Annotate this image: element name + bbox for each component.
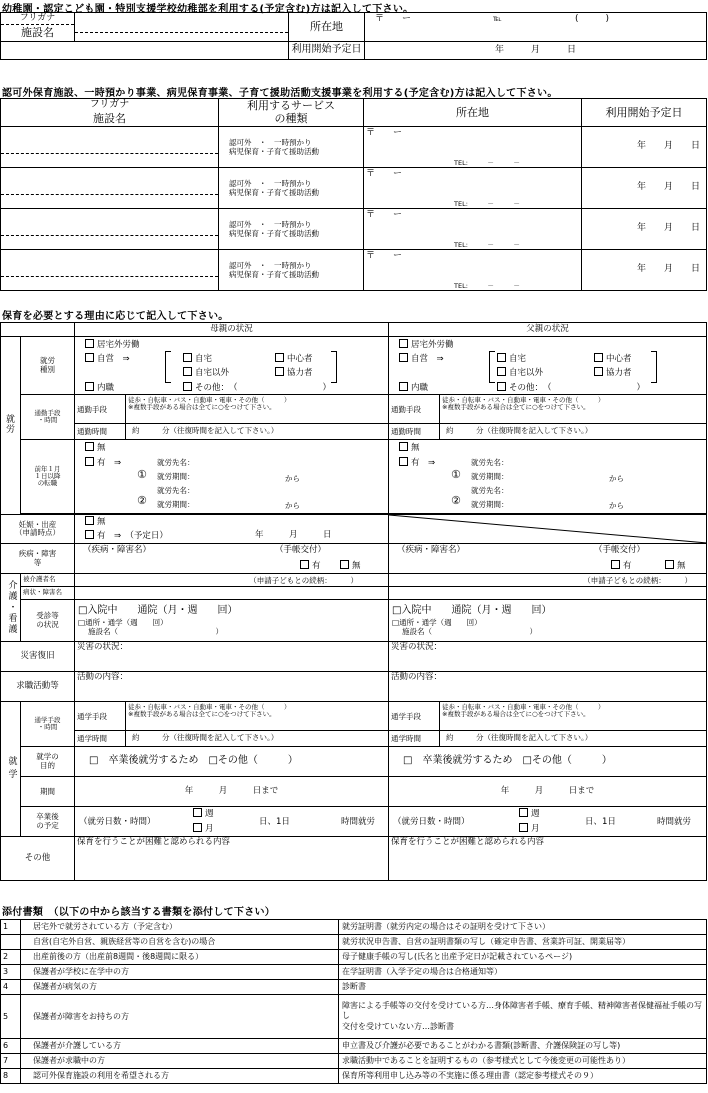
attachment-condition: 認可外保育施設の利用を希望される方 bbox=[21, 1069, 339, 1084]
col-start-header: 利用開始予定日 bbox=[582, 99, 707, 127]
father-commute[interactable]: 通勤手段 徒歩・自転車・バス・自動車・電車・その他（ ） ※複数手段がある場合は全てに○をつけて下さい。 通勤時間 約 分（往復時間を記入して下さい。） bbox=[389, 395, 707, 440]
father-work-type[interactable]: 居宅外労働 自営 ⇒ 内職 自宅 自宅以外 その他： （ ） 中心者 協力者 bbox=[389, 337, 707, 395]
father-job-seeking[interactable]: 活動の内容： bbox=[389, 672, 707, 702]
facility-input[interactable] bbox=[1, 127, 219, 168]
col-facility-header bbox=[1, 99, 219, 127]
father-job-change[interactable]: 無 有 ⇒ ① ② 就労先名： 就労期間： から 就労先名： 就労期間： から bbox=[389, 440, 707, 514]
attachment-document: 母子健康手帳の写し(氏名と出産予定日が記載されているページ) bbox=[339, 950, 707, 965]
mother-after-graduation[interactable]: （就労日数・時間） 週 月 日、1日 時間就労 bbox=[75, 807, 389, 837]
diagonal-line bbox=[389, 515, 707, 543]
col-service-header: 利用するサービス の種類 bbox=[219, 99, 364, 127]
address-label: 所在地 bbox=[289, 13, 365, 42]
checkbox[interactable] bbox=[399, 382, 408, 391]
attachment-condition: 自営(自宅外自営、親族経営等の自営を含む)の場合 bbox=[21, 935, 339, 950]
attachment-condition: 居宅外で就労されている方（予定含む） bbox=[21, 920, 339, 935]
attachment-number: 8 bbox=[1, 1069, 21, 1084]
service-options[interactable]: 認可外 ・ 一時預かり 病児保育・子育て援助活動 bbox=[219, 250, 364, 291]
facility-input[interactable] bbox=[1, 168, 219, 209]
attachment-number: 6 bbox=[1, 1039, 21, 1054]
mother-care-recipient[interactable]: （申請子どもとの続柄： ） bbox=[75, 574, 389, 587]
checkbox[interactable] bbox=[594, 353, 603, 362]
mother-pregnancy[interactable]: 無 有 ⇒ （予定日） 年 月 日 bbox=[75, 515, 389, 544]
study-purpose-label: 就学の 目的 bbox=[21, 747, 75, 777]
mother-commute[interactable]: 通勤手段 徒歩・自転車・バス・自動車・電車・その他（ ） ※複数手段がある場合は全てに○をつけて下さい。 通勤時間 約 分（往復時間を記入して下さい。） bbox=[75, 395, 389, 440]
bracket-right bbox=[651, 351, 657, 383]
disaster-label: 災害復旧 bbox=[1, 642, 75, 672]
attachment-document: 障害による手帳等の交付を受けている方…身体障害者手帳、療育手帳、精神障害者保健福祉手帳の写し 交付を受けていない方…診断書 bbox=[339, 995, 707, 1039]
illness-label: 疾病・障害 等 bbox=[1, 544, 75, 574]
mother-school-commute[interactable]: 通学手段 徒歩・自転車・バス・自動車・電車・その他（ ） ※複数手段がある場合は全てに○をつけて下さい。 通学時間 約 分（往復時間を記入して下さい。） bbox=[75, 702, 389, 747]
condition-label: 病状・障害名 bbox=[21, 587, 75, 600]
attachment-row bbox=[1, 1069, 707, 1084]
attachment-number: 5 bbox=[1, 995, 21, 1039]
attachment-document: 診断書 bbox=[339, 980, 707, 995]
attachment-row bbox=[1, 995, 707, 1039]
postal-code: 〒 ー bbox=[375, 14, 412, 24]
facility-start-date[interactable]: 年 月 日 bbox=[582, 168, 707, 209]
facility-name-label: 施設名 bbox=[21, 26, 54, 39]
father-illness[interactable]: （疾病・障害名） （手帳交付） 有 無 bbox=[389, 544, 707, 574]
attachment-document: 求職活動中であることを証明するもの（参考様式として今後変更の可能性あり） bbox=[339, 1054, 707, 1069]
attachment-row bbox=[1, 950, 707, 965]
mother-condition[interactable] bbox=[75, 587, 389, 600]
furigana-name-cell bbox=[1, 13, 75, 42]
after-graduation-label: 卒業後 の予定 bbox=[21, 807, 75, 837]
mother-header: 母親の状況 bbox=[75, 323, 389, 337]
checkbox[interactable] bbox=[85, 339, 94, 348]
father-school-commute[interactable]: 通学手段 徒歩・自転車・バス・自動車・電車・その他（ ） ※複数手段がある場合は全てに○をつけて下さい。 通学時間 約 分（往復時間を記入して下さい。） bbox=[389, 702, 707, 747]
job-change-label: 前年１月 １日以降 の転職 bbox=[21, 440, 75, 514]
father-other[interactable]: 保育を行うことが困難と認められる内容 bbox=[389, 837, 707, 881]
attachment-row bbox=[1, 920, 707, 935]
bracket-right bbox=[331, 351, 337, 383]
kindergarten-table bbox=[0, 12, 707, 60]
facility-start-date[interactable]: 年 月 日 bbox=[582, 127, 707, 168]
mother-period[interactable]: 年 月 日まで bbox=[75, 777, 389, 807]
attachment-number: 4 bbox=[1, 980, 21, 995]
checkbox[interactable] bbox=[497, 367, 506, 376]
mother-work-type[interactable]: 居宅外労働 自営 ⇒ 内職 自宅 自宅以外 その他： （ ） 中心者 協力者 bbox=[75, 337, 389, 395]
mother-illness[interactable]: （疾病・障害名） （手帳交付） 有 無 bbox=[75, 544, 389, 574]
father-disaster[interactable]: 災害の状況： bbox=[389, 642, 707, 672]
father-after-graduation[interactable]: （就労日数・時間） 週 月 日、1日 時間就労 bbox=[389, 807, 707, 837]
attachment-number: 3 bbox=[1, 965, 21, 980]
facility-address[interactable]: 〒 ー TEL: － － bbox=[364, 250, 582, 291]
attachment-number: 7 bbox=[1, 1054, 21, 1069]
facility-start-date[interactable]: 年 月 日 bbox=[582, 250, 707, 291]
facility-input[interactable] bbox=[1, 250, 219, 291]
checkbox[interactable] bbox=[85, 353, 94, 362]
attachment-number bbox=[1, 935, 21, 950]
attachment-condition: 保護者が介護している方 bbox=[21, 1039, 339, 1054]
checkbox[interactable] bbox=[183, 382, 192, 391]
attachment-document: 就労状況申告書、自営の証明書類の写し（確定申告書、営業許可証、開業届等） bbox=[339, 935, 707, 950]
address-input[interactable] bbox=[365, 13, 707, 42]
attachments-table bbox=[0, 919, 707, 1084]
furigana-label: フリガナ bbox=[1, 13, 74, 25]
visit-status-label: 受診等 の状況 bbox=[21, 600, 75, 642]
other-childcare-table bbox=[0, 98, 707, 291]
bracket-left bbox=[165, 351, 171, 383]
col-furigana: フリガナ bbox=[89, 99, 130, 111]
mother-disaster[interactable]: 災害の状況： bbox=[75, 642, 389, 672]
service-options[interactable]: 認可外 ・ 一時預かり 病児保育・子育て援助活動 bbox=[219, 209, 364, 250]
father-visit-status[interactable]: □入院中 通院（月・週 回） □通所・通学（週 回） 施設名（ ） bbox=[389, 600, 707, 642]
attachment-condition: 保護者が病気の方 bbox=[21, 980, 339, 995]
attachment-row bbox=[1, 980, 707, 995]
father-care-recipient[interactable]: （申請子どもとの続柄： ） bbox=[389, 574, 707, 587]
study-label: 就学 bbox=[1, 702, 21, 837]
father-study-purpose[interactable]: □ 卒業後就労するため □その他（ ） bbox=[389, 747, 707, 777]
checkbox[interactable] bbox=[183, 367, 192, 376]
checkbox[interactable] bbox=[497, 353, 506, 362]
facility-input[interactable] bbox=[1, 209, 219, 250]
facility-address[interactable]: 〒 ー TEL: － － bbox=[364, 209, 582, 250]
attachment-document: 在学証明書（入学予定の場合は合格通知等） bbox=[339, 965, 707, 980]
col-address-header: 所在地 bbox=[364, 99, 582, 127]
tel-area: ( ) bbox=[575, 14, 610, 24]
checkbox[interactable] bbox=[275, 353, 284, 362]
father-period[interactable]: 年 月 日まで bbox=[389, 777, 707, 807]
service-options[interactable]: 認可外 ・ 一時預かり 病児保育・子育て援助活動 bbox=[219, 127, 364, 168]
period-label: 期間 bbox=[21, 777, 75, 807]
attachment-row bbox=[1, 935, 707, 950]
pregnancy-label: 妊娠・出産 （申請時点） bbox=[1, 515, 75, 544]
facility-name-input[interactable] bbox=[75, 13, 289, 42]
checkbox[interactable] bbox=[85, 382, 94, 391]
section1-heading: 幼稚園・認定こども園・特別支援学校幼稚部を利用する(予定含む)方は記入して下さい。 bbox=[2, 4, 414, 15]
facility-address[interactable]: 〒 ー TEL: － － bbox=[364, 168, 582, 209]
school-commute-label: 通学手段 ・時間 bbox=[21, 702, 75, 747]
section2-heading: 認可外保育施設、一時預かり事業、病児保育事業、子育て援助活動支援事業を利用する(予定含む)方は記入して下さい。 bbox=[2, 88, 558, 99]
commute-label: 通勤手段 ・時間 bbox=[21, 395, 75, 440]
checkbox[interactable] bbox=[594, 367, 603, 376]
start-date-input[interactable]: 年 月 日 bbox=[365, 42, 707, 60]
checkbox[interactable] bbox=[275, 367, 284, 376]
attachment-document: 申立書及び介護が必要であることがわかる書類(診断書、介護保険証の写し等) bbox=[339, 1039, 707, 1054]
job-seeking-label: 求職活動等 bbox=[1, 672, 75, 702]
work-label: 就労 bbox=[1, 337, 21, 515]
attachment-number: 2 bbox=[1, 950, 21, 965]
col-facility-name: 施設名 bbox=[93, 111, 126, 125]
care-recipient-label: 被介護者名 bbox=[21, 574, 75, 587]
facility-address[interactable]: 〒 ー TEL: － － bbox=[364, 127, 582, 168]
facility-row bbox=[1, 168, 707, 209]
facility-start-date[interactable]: 年 月 日 bbox=[582, 209, 707, 250]
care-reason-table bbox=[0, 322, 707, 881]
attachment-condition: 保護者が学校に在学中の方 bbox=[21, 965, 339, 980]
other-label: その他 bbox=[1, 837, 75, 881]
attachment-condition: 保護者が障害をお持ちの方 bbox=[21, 995, 339, 1039]
mother-study-purpose[interactable]: □ 卒業後就労するため □その他（ ） bbox=[75, 747, 389, 777]
care-label: 介護・看護 bbox=[1, 574, 21, 642]
section3-heading: 保育を必要とする理由に応じて記入して下さい。 bbox=[2, 311, 229, 322]
attachment-row bbox=[1, 965, 707, 980]
attachment-row bbox=[1, 1039, 707, 1054]
section4-heading: 添付書類 （以下の中から該当する書類を添付して下さい） bbox=[2, 907, 276, 918]
facility-row bbox=[1, 127, 707, 168]
start-date-label: 利用開始予定日 bbox=[289, 42, 365, 60]
mother-job-change[interactable]: 無 有 ⇒ ① ② 就労先名： 就労期間： から 就労先名： 就労期間： から bbox=[75, 440, 389, 514]
mother-job-seeking[interactable]: 活動の内容： bbox=[75, 672, 389, 702]
mother-other[interactable]: 保育を行うことが困難と認められる内容 bbox=[75, 837, 389, 881]
attachment-condition: 出産前後の方（出産前8週間・後8週間に限る） bbox=[21, 950, 339, 965]
facility-row bbox=[1, 250, 707, 291]
work-type-label: 就労 種別 bbox=[21, 337, 75, 395]
checkbox[interactable] bbox=[399, 339, 408, 348]
tel-label: ℡ bbox=[493, 14, 502, 23]
checkbox[interactable] bbox=[399, 353, 408, 362]
facility-row bbox=[1, 209, 707, 250]
attachment-number: 1 bbox=[1, 920, 21, 935]
attachment-document: 就労証明書（就労内定の場合はその証明を受けて下さい） bbox=[339, 920, 707, 935]
mother-visit-status[interactable]: □入院中 通院（月・週 回） □通所・通学（週 回） 施設名（ ） bbox=[75, 600, 389, 642]
attachment-document: 保育所等利用申し込み等の不実施に係る理由書（認定参考様式その９） bbox=[339, 1069, 707, 1084]
checkbox[interactable] bbox=[497, 382, 506, 391]
father-pregnancy-na bbox=[389, 515, 707, 544]
attachment-condition: 保護者が求職中の方 bbox=[21, 1054, 339, 1069]
checkbox[interactable] bbox=[183, 353, 192, 362]
attachment-row bbox=[1, 1054, 707, 1069]
bracket-left bbox=[489, 351, 495, 383]
service-options[interactable]: 認可外 ・ 一時預かり 病児保育・子育て援助活動 bbox=[219, 168, 364, 209]
father-header: 父親の状況 bbox=[389, 323, 707, 337]
father-condition[interactable] bbox=[389, 587, 707, 600]
